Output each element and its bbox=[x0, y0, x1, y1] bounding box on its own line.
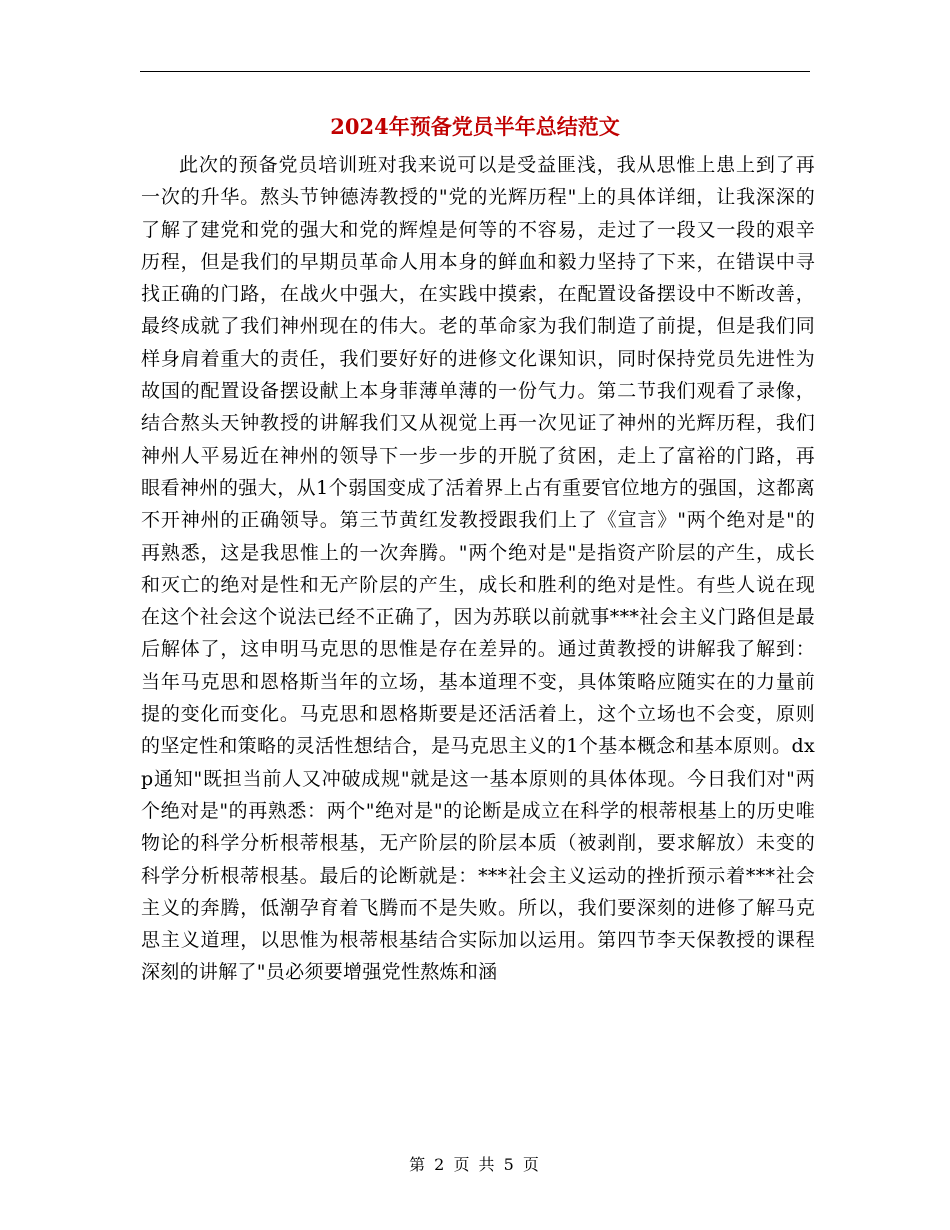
document-title: 2024年预备党员半年总结范文 bbox=[330, 114, 620, 139]
body-paragraph: 此次的预备党员培训班对我来说可以是受益匪浅，我从思惟上患上到了再一次的升华。熬头节钟德涛教授的"党的光辉历程"上的具体详细，让我深深的了解了建党和党的强大和党的辉煌是何等的不容易，走过了一段又一段的艰辛历程，但是我们的早期员革命人用本身的鲜血和毅力坚持了下来，在错误中寻找正确的门路，在战火中强大，在实践中摸索，在配置设备摆设中不断改善，最终成就了我们神州现在的伟大。老的革命家为我们制造了前提，但是我们同样身肩着重大的责任，我们要好好的进修文化课知识，同时保持党员先进性为故国的配置设备摆设献上本身菲薄单薄的一份气力。第二节我们观看了录像，结合熬头天钟教授的讲解我们又从视觉上再一次见证了神州的光辉历程，我们神州人平易近在神州的领导下一步一步的开脱了贫困，走上了富裕的门路，再眼看神州的强大，从1个弱国变成了活着界上占有重要官位地方的强国，这都离不开神州的正确领导。第三节黄红发教授跟我们上了《宣言》"两个绝对是"的再熟悉，这是我思惟上的一次奔腾。"两个绝对是"是指资产阶层的产生，成长和灭亡的绝对是性和无产阶层的产生，成长和胜利的绝对是性。有些人说在现在这个社会这个说法已经不正确了，因为苏联以前就事***社会主义门路但是最后解体了，这申明马克思的思惟是存在差异的。通过黄教授的讲解我了解到：当年马克思和恩格斯当年的立场，基本道理不变，具体策略应随实在的力量前提的变化而变化。马克思和恩格斯要是还活活着上，这个立场也不会变，原则的坚定性和策略的灵活性想结合，是马克思主义的1个基本概念和基本原则。dxp通知"既担当前人又冲破成规"就是这一基本原则的具体体现。今日我们对"两个绝对是"的再熟悉：两个"绝对是"的论断是成立在科学的根蒂根基上的历史唯物论的科学分析根蒂根基，无产阶层的阶层本质（被剥削，要求解放）未变的科学分析根蒂根基。最后的论断就是：***社会主义运动的挫折预示着***社会主义的奔腾，低潮孕育着飞腾而不是失败。所以，我们要深刻的进修了解马克思主义道理，以思惟为根蒂根基结合实际加以运用。第四节李天保教授的课程深刻的讲解了"员必须要增强党性熬炼和涵 bbox=[141, 154, 815, 984]
header-rule bbox=[140, 71, 810, 72]
page-number: 第 2 页 共 5 页 bbox=[409, 1155, 541, 1174]
